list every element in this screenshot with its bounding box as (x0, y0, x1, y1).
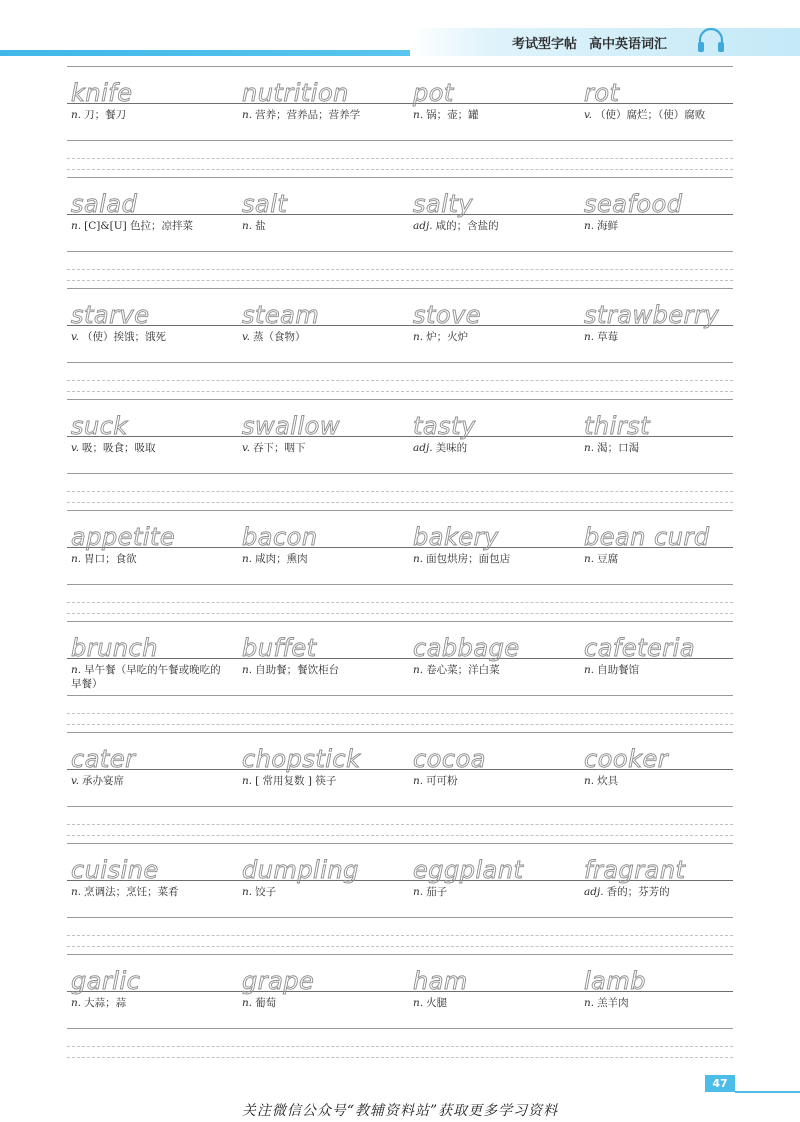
definition-text: 茄子 (426, 886, 448, 898)
word-row (67, 510, 733, 621)
part-of-speech: n. (242, 664, 253, 676)
vocab-word: pot (413, 79, 454, 107)
vocab-definition (242, 663, 392, 677)
vocab-definition (413, 108, 563, 122)
vocab-word: brunch (71, 634, 158, 662)
definition-text: 饺子 (255, 886, 277, 898)
vocab-word: knife (71, 79, 133, 107)
definition-text: 大蒜；蒜 (84, 997, 127, 1009)
definition-text: 胃口；食欲 (84, 553, 137, 565)
vocab-entry (238, 288, 404, 399)
vocab-word: suck (71, 412, 128, 440)
vocab-word: seafood (584, 190, 683, 218)
vocab-word: buffet (242, 634, 317, 662)
definition-text: 羔羊肉 (597, 997, 629, 1009)
definition-text: 烹调法；烹饪；菜肴 (84, 886, 179, 898)
definition-text: 锅；壶；罐 (426, 109, 479, 121)
part-of-speech: n. (584, 775, 595, 787)
headphones-icon (696, 27, 726, 53)
vocab-word: salty (413, 190, 473, 218)
vocab-definition (242, 441, 392, 455)
part-of-speech: n. (71, 220, 82, 232)
vocab-entry (409, 177, 575, 288)
vocab-word: thirst (584, 412, 651, 440)
vocab-entry (580, 732, 746, 843)
part-of-speech: n. (413, 886, 424, 898)
vocab-word: cuisine (71, 856, 159, 884)
vocab-entry (409, 954, 575, 1065)
definition-text: 草莓 (597, 331, 619, 343)
definition-text: 香的；芬芳的 (606, 886, 670, 898)
vocab-entry (580, 66, 746, 177)
vocab-word: eggplant (413, 856, 524, 884)
part-of-speech: v. (71, 775, 80, 787)
vocab-entry (238, 843, 404, 954)
part-of-speech: adj. (413, 220, 433, 232)
part-of-speech: n. (584, 664, 595, 676)
footer-note: 关注微信公众号“教辅资料站”获取更多学习资料 (241, 1103, 559, 1119)
vocab-word: tasty (413, 412, 476, 440)
definition-text: 面包烘房；面包店 (426, 553, 511, 565)
vocab-word: stove (413, 301, 482, 329)
definition-text: 盐 (255, 220, 266, 232)
vocab-word: steam (242, 301, 320, 329)
vocab-definition (584, 885, 734, 899)
definition-text: 美味的 (435, 442, 468, 454)
vocab-word: appetite (71, 523, 176, 551)
vocab-definition (71, 330, 221, 344)
part-of-speech: v. (242, 442, 251, 454)
part-of-speech: n. (413, 553, 424, 565)
vocab-entry (409, 288, 575, 399)
vocab-definition (413, 996, 563, 1010)
definition-text: 早午餐（早吃的午餐或晚吃的早餐） (71, 664, 221, 690)
part-of-speech: v. (71, 442, 80, 454)
vocab-entry (67, 288, 233, 399)
vocab-word: bacon (242, 523, 318, 551)
vocab-word: cafeteria (584, 634, 696, 662)
vocab-entry (238, 621, 404, 732)
definition-text: 咸肉；熏肉 (255, 553, 308, 565)
part-of-speech: n. (242, 220, 253, 232)
definition-text: 吞下；咽下 (253, 442, 306, 454)
word-row (67, 843, 733, 954)
definition-text: 自助餐；餐饮柜台 (255, 664, 340, 676)
vocab-word: bakery (413, 523, 499, 551)
vocab-word: fragrant (584, 856, 686, 884)
vocab-definition (584, 108, 734, 122)
vocab-entry (580, 510, 746, 621)
vocab-definition (71, 885, 221, 899)
vocab-entry (67, 399, 233, 510)
vocab-definition (584, 996, 734, 1010)
vocab-entry (580, 621, 746, 732)
part-of-speech: v. (71, 331, 80, 343)
definition-text: [ 常用复数 ] 筷子 (255, 775, 337, 787)
part-of-speech: n. (242, 775, 253, 787)
part-of-speech: n. (584, 442, 595, 454)
vocab-entry (580, 954, 746, 1065)
word-row (67, 732, 733, 843)
definition-text: 吸；吸食；吸取 (82, 442, 156, 454)
part-of-speech: n. (71, 553, 82, 565)
header-title (512, 28, 667, 56)
word-row (67, 621, 733, 732)
vocab-definition (242, 885, 392, 899)
part-of-speech: n. (413, 109, 424, 121)
part-of-speech: n. (71, 664, 82, 676)
part-of-speech: n. (584, 220, 595, 232)
vocab-definition (584, 441, 734, 455)
definition-text: 咸的；含盐的 (435, 220, 499, 232)
word-row (67, 66, 733, 177)
vocab-word: ham (413, 967, 468, 995)
page-number-rule (735, 1091, 800, 1093)
vocab-definition (584, 219, 734, 233)
vocab-word: salad (71, 190, 138, 218)
vocabulary-grid (67, 66, 733, 1065)
vocab-entry (409, 732, 575, 843)
page-number: 47 (705, 1075, 735, 1092)
vocab-entry (580, 288, 746, 399)
vocab-word: rot (584, 79, 620, 107)
part-of-speech: v. (242, 331, 251, 343)
vocab-definition (242, 219, 392, 233)
vocab-entry (67, 66, 233, 177)
definition-text: 海鲜 (597, 220, 619, 232)
word-row (67, 954, 733, 1065)
vocab-entry (580, 177, 746, 288)
vocab-word: bean curd (584, 523, 710, 551)
vocab-entry (238, 732, 404, 843)
vocab-word: cooker (584, 745, 669, 773)
vocab-definition (413, 441, 563, 455)
part-of-speech: n. (413, 997, 424, 1009)
vocab-entry (238, 66, 404, 177)
vocab-entry (409, 510, 575, 621)
definition-text: 刀；餐刀 (84, 109, 127, 121)
definition-text: （使）挨饿；饿死 (82, 331, 167, 343)
vocab-definition (413, 774, 563, 788)
vocab-entry (238, 510, 404, 621)
book-title: 考试型字帖 (512, 36, 578, 52)
vocab-word: cater (71, 745, 136, 773)
vocab-definition (71, 441, 221, 455)
vocab-word: strawberry (584, 301, 720, 329)
vocab-definition (242, 108, 392, 122)
vocab-definition (413, 330, 563, 344)
vocab-definition (584, 552, 734, 566)
vocab-definition (71, 552, 221, 566)
vocab-entry (580, 843, 746, 954)
vocab-entry (67, 177, 233, 288)
vocab-word: cocoa (413, 745, 486, 773)
word-row (67, 288, 733, 399)
definition-text: [C]&[U] 色拉；凉拌菜 (84, 220, 194, 232)
definition-text: 卷心菜；洋白菜 (426, 664, 500, 676)
book-subtitle: 高中英语词汇 (589, 36, 668, 52)
vocab-entry (409, 66, 575, 177)
vocab-word: dumpling (242, 856, 359, 884)
vocab-entry (67, 621, 233, 732)
vocab-definition (413, 663, 563, 677)
vocab-definition (71, 219, 221, 233)
definition-text: （使）腐烂；（使）腐败 (595, 109, 706, 121)
vocab-word: swallow (242, 412, 340, 440)
definition-text: 火腿 (426, 997, 448, 1009)
vocab-entry (238, 177, 404, 288)
part-of-speech: n. (71, 886, 82, 898)
vocab-word: starve (71, 301, 150, 329)
part-of-speech: n. (71, 109, 82, 121)
part-of-speech: n. (71, 997, 82, 1009)
vocab-entry (580, 399, 746, 510)
definition-text: 渴；口渴 (597, 442, 640, 454)
vocab-definition (71, 663, 221, 691)
part-of-speech: n. (242, 997, 253, 1009)
vocab-entry (238, 399, 404, 510)
vocab-definition (413, 219, 563, 233)
vocab-entry (409, 399, 575, 510)
part-of-speech: n. (413, 664, 424, 676)
definition-text: 炊具 (597, 775, 619, 787)
word-row (67, 399, 733, 510)
definition-text: 承办宴席 (82, 775, 125, 787)
vocab-definition (242, 552, 392, 566)
vocab-definition (242, 330, 392, 344)
part-of-speech: n. (584, 331, 595, 343)
vocab-definition (242, 996, 392, 1010)
vocab-definition (413, 885, 563, 899)
word-row (67, 177, 733, 288)
vocab-entry (409, 843, 575, 954)
vocab-definition (242, 774, 392, 788)
vocab-word: grape (242, 967, 315, 995)
vocab-word: nutrition (242, 79, 349, 107)
vocab-definition (71, 774, 221, 788)
vocab-definition (584, 663, 734, 677)
vocab-word: salt (242, 190, 288, 218)
definition-text: 葡萄 (255, 997, 277, 1009)
definition-text: 炉；火炉 (426, 331, 469, 343)
vocab-entry (409, 621, 575, 732)
vocab-definition (413, 552, 563, 566)
definition-text: 蒸（食物） (253, 331, 306, 343)
vocab-entry (67, 510, 233, 621)
part-of-speech: n. (413, 775, 424, 787)
part-of-speech: n. (584, 997, 595, 1009)
vocab-word: lamb (584, 967, 646, 995)
vocab-word: garlic (71, 967, 141, 995)
vocab-entry (67, 843, 233, 954)
vocab-word: chopstick (242, 745, 361, 773)
part-of-speech: n. (584, 553, 595, 565)
definition-text: 营养；营养品；营养学 (255, 109, 361, 121)
vocab-entry (238, 954, 404, 1065)
vocab-definition (584, 330, 734, 344)
vocab-word: cabbage (413, 634, 520, 662)
part-of-speech: v. (584, 109, 593, 121)
vocab-entry (67, 954, 233, 1065)
part-of-speech: adj. (584, 886, 604, 898)
definition-text: 豆腐 (597, 553, 619, 565)
part-of-speech: n. (242, 109, 253, 121)
part-of-speech: adj. (413, 442, 433, 454)
part-of-speech: n. (413, 331, 424, 343)
vocab-definition (71, 996, 221, 1010)
part-of-speech: n. (242, 553, 253, 565)
vocab-definition (71, 108, 221, 122)
vocab-entry (67, 732, 233, 843)
definition-text: 可可粉 (426, 775, 458, 787)
vocab-definition (584, 774, 734, 788)
part-of-speech: n. (242, 886, 253, 898)
definition-text: 自助餐馆 (597, 664, 640, 676)
